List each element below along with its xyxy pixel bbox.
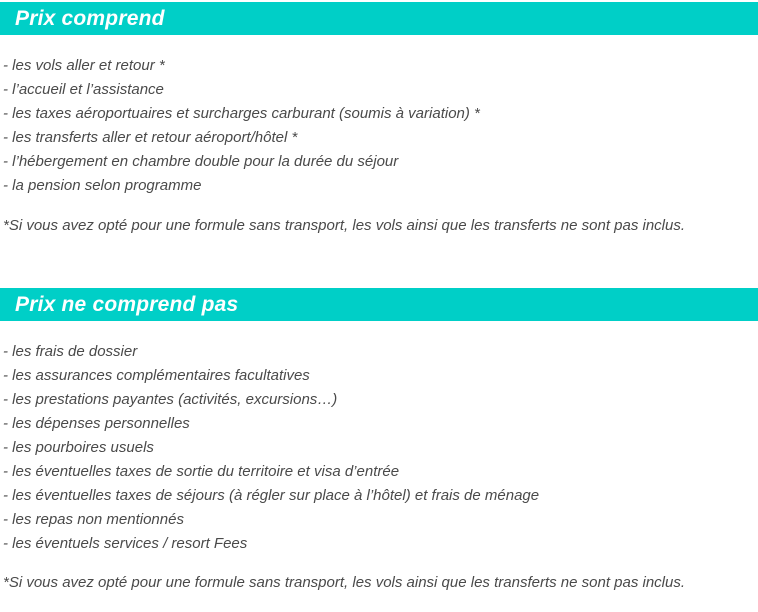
list-item: - les pourboires usuels (3, 439, 154, 456)
section-title: Prix comprend (15, 6, 165, 30)
list-item: - les taxes aéroportuaires et surcharges carburant (soumis à variation) * (3, 105, 480, 122)
list-item: - les éventuelles taxes de sortie du territoire et visa d’entrée (3, 463, 400, 480)
list-item: - les dépenses personnelles (3, 415, 190, 432)
section-title: Prix ne comprend pas (15, 292, 239, 316)
note-text: *Si vous avez opté pour une formule sans transport, les vols ainsi que les transferts ne sont pas inclus. (3, 217, 686, 234)
price-includes-list (0, 54, 758, 198)
list-item: - les prestations payantes (activités, excursions…) (3, 391, 338, 408)
list-item: - les transferts aller et retour aéroport/hôtel * (3, 129, 298, 146)
section-header-price-includes (0, 2, 758, 35)
list-item: - les repas non mentionnés (3, 511, 184, 528)
list-item: - les frais de dossier (3, 343, 138, 360)
section-header-price-excludes (0, 288, 758, 321)
price-excludes-list (0, 340, 758, 556)
note-text: *Si vous avez opté pour une formule sans transport, les vols ainsi que les transferts ne sont pas inclus. (3, 574, 686, 591)
list-item: - les éventuels services / resort Fees (3, 535, 248, 552)
list-item: - les éventuelles taxes de séjours (à régler sur place à l’hôtel) et frais de ménage (3, 487, 540, 504)
price-details-page (0, 2, 758, 612)
list-item: - l’hébergement en chambre double pour la durée du séjour (3, 153, 399, 170)
list-item: - les vols aller et retour * (3, 57, 165, 74)
list-item: - les assurances complémentaires facultatives (3, 367, 310, 384)
list-item: - la pension selon programme (3, 177, 202, 194)
list-item: - l’accueil et l’assistance (3, 81, 164, 98)
